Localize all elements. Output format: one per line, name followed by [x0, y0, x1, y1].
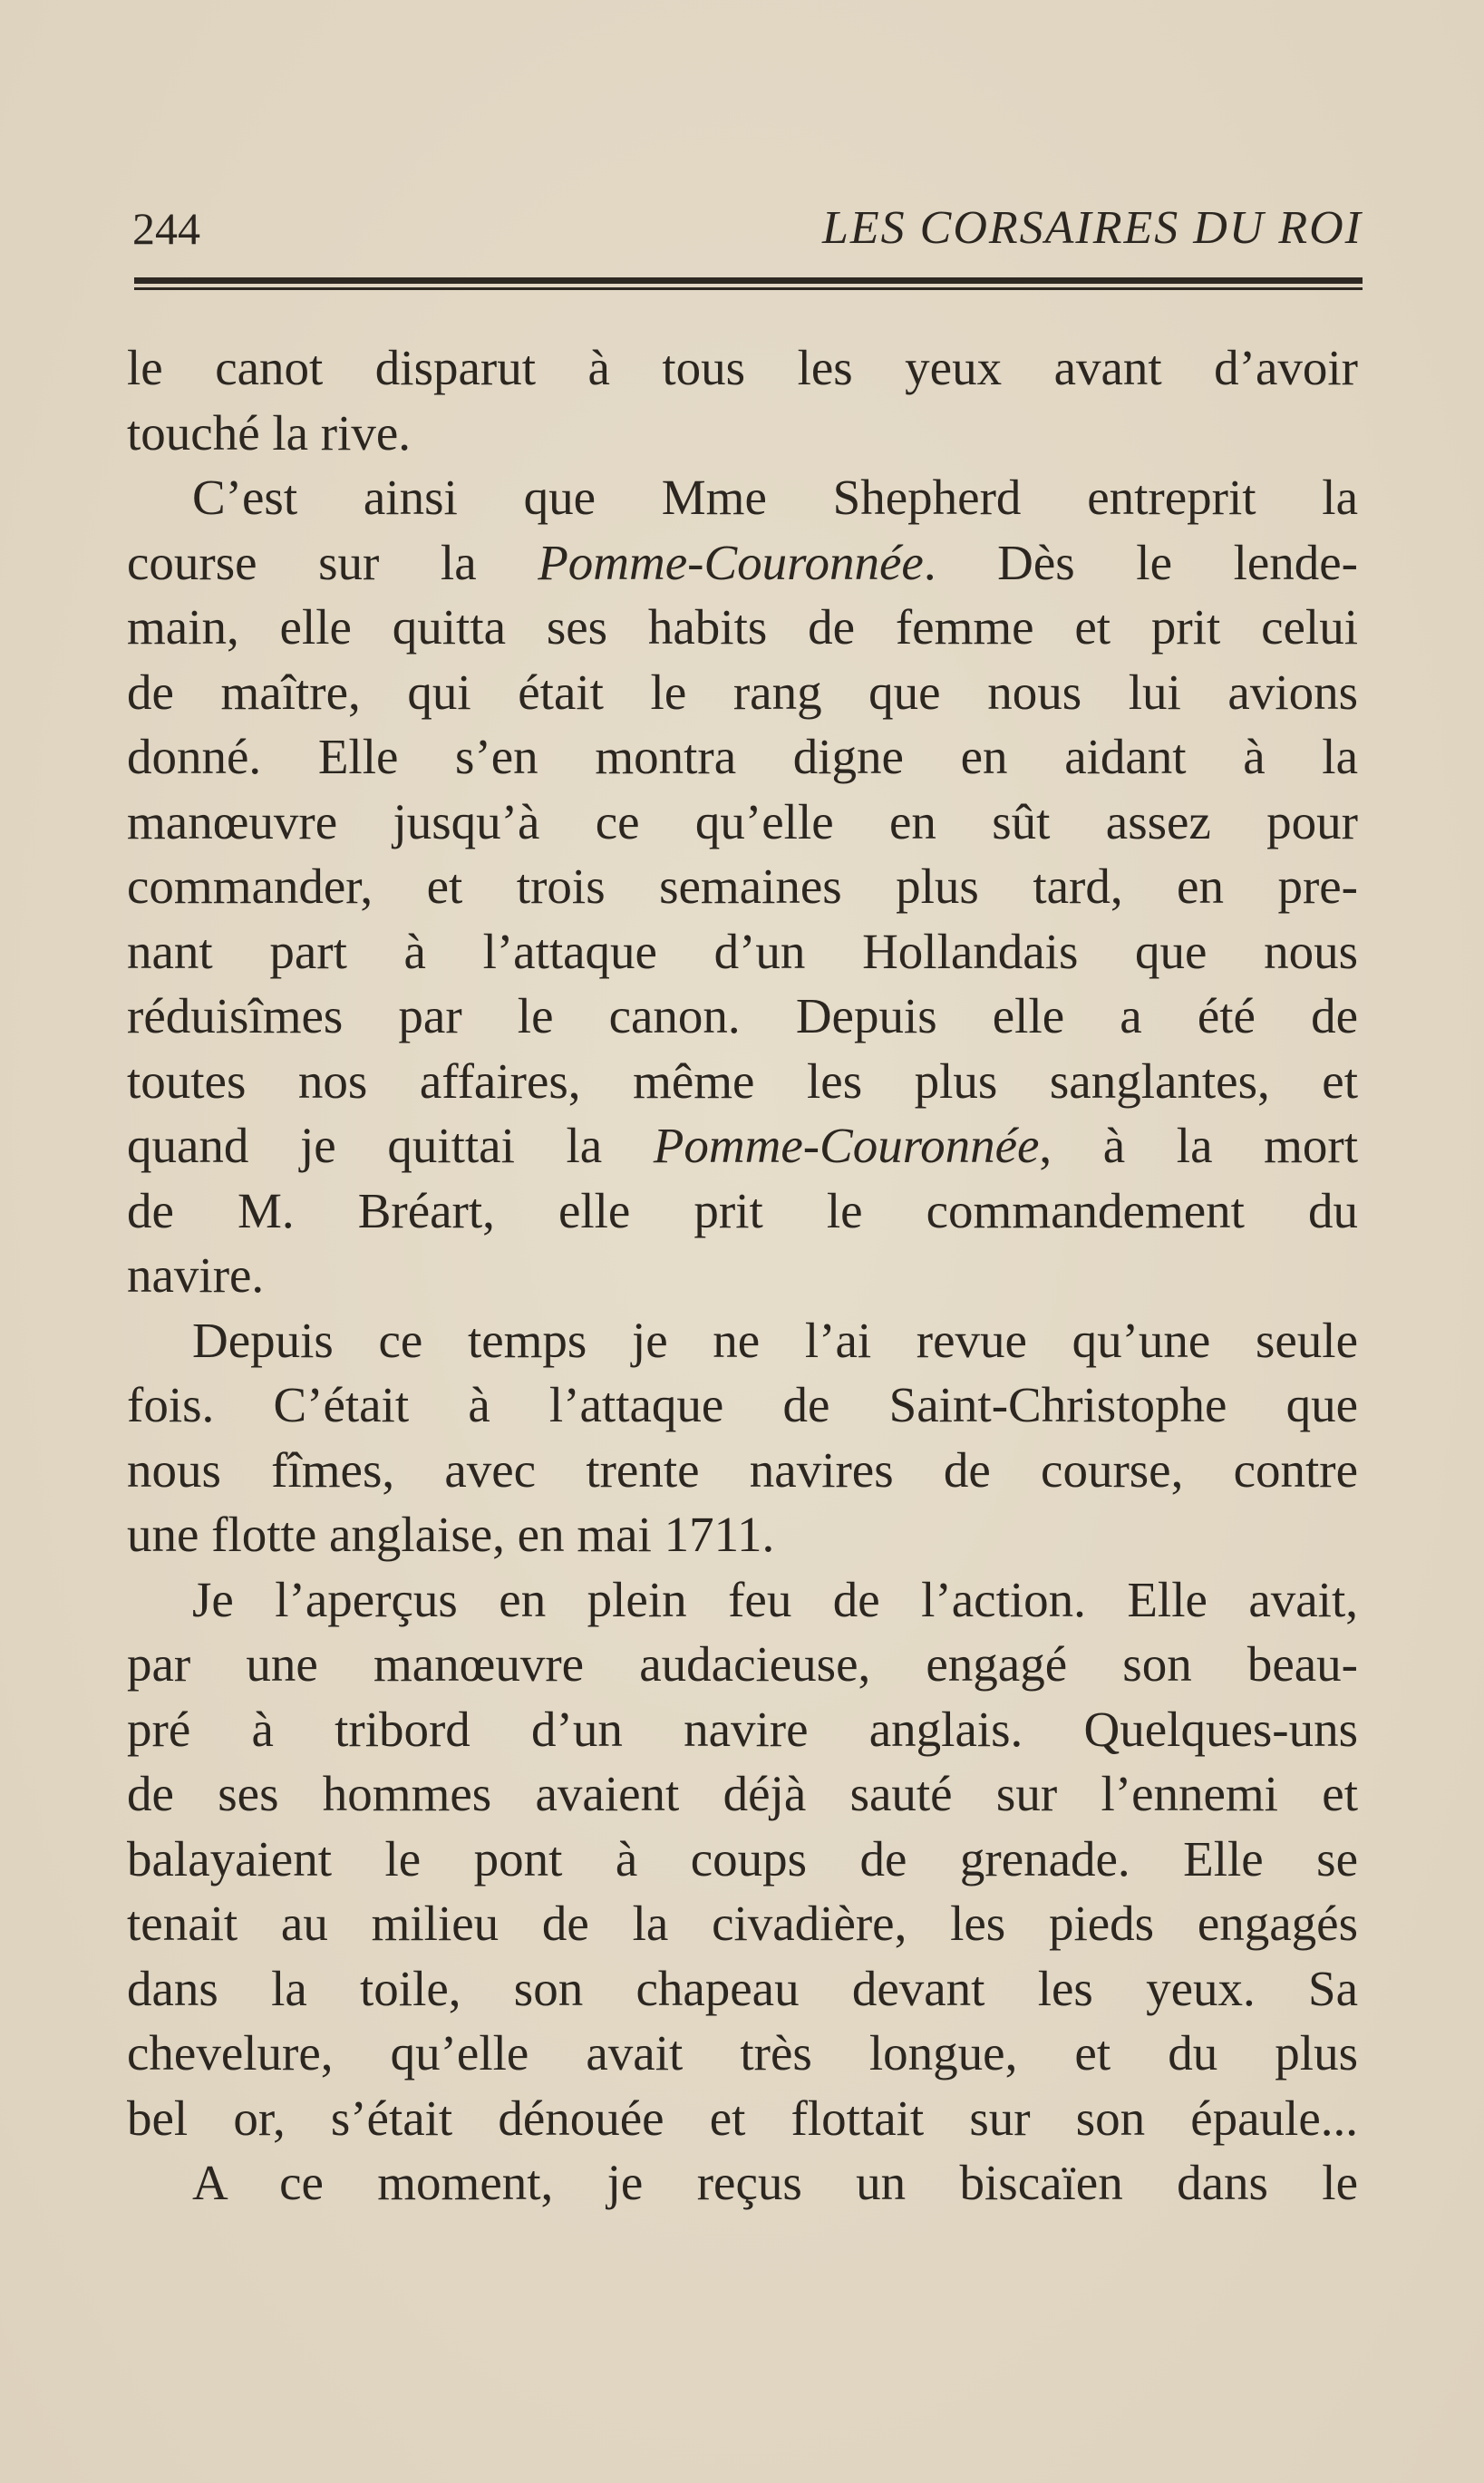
text-line [127, 1632, 1358, 1697]
text-line [127, 335, 1358, 401]
text-segment: manœuvre jusqu’à ce qu’elle en sût assez pour [127, 793, 1358, 849]
text-segment: dans la toile, son chapeau devant les yeux. Sa [127, 1960, 1358, 2016]
text-line [127, 1956, 1358, 2022]
text-line [127, 1049, 1358, 1114]
header-rule-thin [134, 287, 1363, 290]
text-line [127, 1761, 1358, 1827]
text-segment: main, elle quitta ses habits de femme et prit celui [127, 599, 1358, 655]
text-line [127, 1243, 1358, 1308]
italic-ship-name: Pomme-Couronnée [653, 1118, 1040, 1173]
text-segment: donné. Elle s’en montra digne en aidant à la [127, 729, 1358, 784]
text-segment: nous fîmes, avec trente navires de course, contre [127, 1441, 1358, 1498]
text-line [127, 790, 1358, 855]
text-line [127, 1567, 1358, 1633]
text-line [127, 1697, 1358, 1762]
page-number: 244 [132, 203, 200, 254]
text-segment: de M. Bréart, elle prit le commandement du [127, 1182, 1358, 1238]
text-segment: une flotte anglaise, en mai 1711. [127, 1507, 775, 1562]
text-segment: commander, et trois semaines plus tard, en pre- [127, 858, 1358, 914]
text-segment: balayaient le pont à coups de grenade. Elle se [127, 1830, 1358, 1886]
text-line [127, 919, 1358, 984]
italic-ship-name: Pomme-Couronnée [538, 534, 924, 590]
text-line [127, 1308, 1358, 1373]
text-segment: Depuis ce temps je ne l’ai revue qu’une seule [192, 1312, 1358, 1368]
text-segment: , à la mort [1039, 1118, 1358, 1173]
text-segment: tenait au milieu de la civadière, les pieds engagés [127, 1896, 1358, 1951]
text-line [127, 595, 1358, 660]
text-line [127, 401, 1358, 466]
text-segment: fois. C’était à l’attaque de Saint-Christophe que [127, 1377, 1358, 1432]
text-line [127, 1372, 1358, 1438]
text-segment: pré à tribord d’un navire anglais. Quelques-uns [127, 1701, 1358, 1757]
text-segment: bel or, s’était dénouée et flottait sur son épaule... [127, 2090, 1358, 2146]
text-line [127, 1438, 1358, 1503]
text-segment: Je l’aperçus en plein feu de l’action. Elle avait, [192, 1571, 1358, 1627]
text-line [127, 1827, 1358, 1892]
text-segment: de maître, qui était le rang que nous lui avions [127, 664, 1358, 720]
text-line [127, 2021, 1358, 2086]
text-line [127, 465, 1358, 530]
text-line [127, 724, 1358, 790]
text-line [127, 984, 1358, 1049]
text-segment: touché la rive. [127, 404, 412, 461]
text-segment: A ce moment, je reçus un biscaïen dans le [192, 2155, 1358, 2210]
text-line [127, 2086, 1358, 2151]
text-segment: quand je quittai la [127, 1118, 654, 1173]
running-title: LES CORSAIRES DU ROI [821, 202, 1363, 254]
text-line [127, 1502, 1358, 1567]
text-line [127, 660, 1358, 725]
text-line [127, 2150, 1358, 2216]
text-line [127, 1113, 1358, 1178]
text-segment: navire. [127, 1247, 265, 1303]
text-segment: le canot disparut à tous les yeux avant d’avoir [127, 340, 1358, 395]
text-segment: C’est ainsi que Mme Shepherd entreprit la [192, 470, 1358, 525]
text-segment: chevelure, qu’elle avait très longue, et du plus [127, 2025, 1358, 2080]
text-line [127, 854, 1358, 919]
text-line [127, 530, 1358, 596]
text-segment: réduisîmes par le canon. Depuis elle a été de [127, 988, 1358, 1043]
text-segment: toutes nos affaires, même les plus sanglantes, et [127, 1052, 1358, 1109]
text-segment: de ses hommes avaient déjà sauté sur l’ennemi et [127, 1766, 1358, 1821]
text-segment: par une manœuvre audacieuse, engagé son beau- [127, 1636, 1358, 1692]
text-line [127, 1178, 1358, 1244]
body-text [127, 335, 1358, 2216]
text-segment: course sur la [127, 534, 538, 590]
text-segment: . Dès le lende- [923, 534, 1358, 590]
header-rule-thick [134, 277, 1363, 284]
text-line [127, 1891, 1358, 1956]
text-segment: nant part à l’attaque d’un Hollandais que nous [127, 923, 1358, 979]
